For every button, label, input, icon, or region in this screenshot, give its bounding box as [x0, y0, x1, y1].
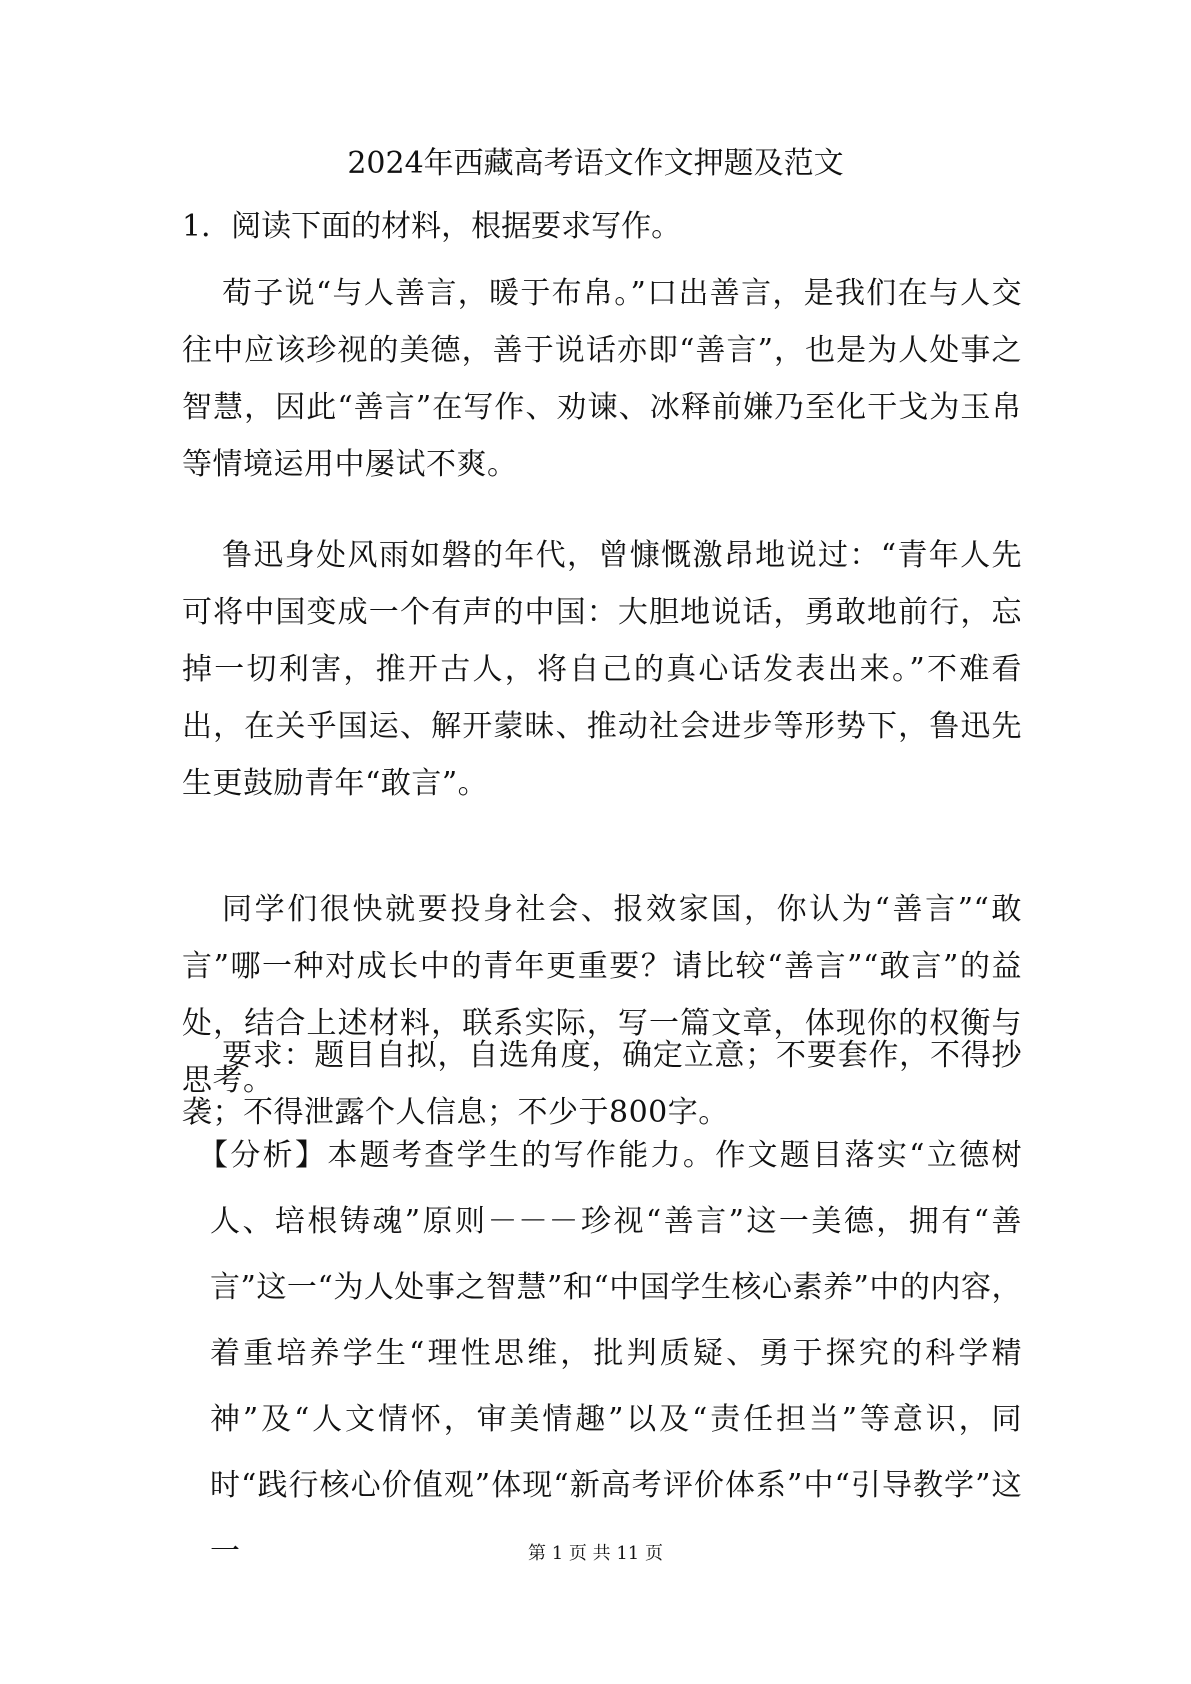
- page-title: 2024年西藏高考语文作文押题及范文: [347, 146, 844, 181]
- page-footer: 第 1 页 共 11 页: [528, 1543, 663, 1564]
- analysis-tag: 【分析】: [198, 1138, 328, 1173]
- material-paragraph-luxun: 鲁迅身处风雨如磐的年代，曾慷慨激昂地说过：“青年人先可将中国变成一个有声的中国：大胆地说话，勇敢地前行，忘掉一切利害，推开古人，将自己的真心话发表出来。”不难看出，在关乎国运、解开蒙昧、推动社会进步等形势下，鲁迅先生更鼓励青年“敢言”。: [182, 538, 1022, 801]
- task-paragraph: 同学们很快就要投身社会、报效家国，你认为“善言”“敢言”哪一种对成长中的青年更重要？请比较“善言”“敢言”的益处，结合上述材料，联系实际，写一篇文章，体现你的权衡与思考。: [182, 892, 1022, 1098]
- analysis-text: 本题考查学生的写作能力。作文题目落实“立德树人、培根铸魂”原则－－－珍视“善言”这一美德，拥有“善言”这一“为人处事之智慧”和“中国学生核心素养”中的内容，着重培养学生“理性思维，批判质疑、勇于探究的科学精神”及“人文情怀，审美情趣”以及“责任担当”等意识，同时“践行核心价值观”体现“新高考评价体系”中“引导教学”这一: [210, 1138, 1023, 1569]
- material-paragraph-xunzi: 荀子说“与人善言，暖于布帛。”口出善言，是我们在与人交往中应该珍视的美德，善于说话亦即“善言”，也是为人处事之智慧，因此“善言”在写作、劝谏、冰释前嫌乃至化干戈为玉帛等情境运用中屡试不爽。: [182, 276, 1022, 482]
- question-heading: 1．阅读下面的材料，根据要求写作。: [182, 209, 682, 244]
- requirements-paragraph: 要求：题目自拟，自选角度，确定立意；不要套作，不得抄袭；不得泄露个人信息；不少于800字。: [182, 1038, 1022, 1130]
- analysis-paragraph: [198, 1123, 1023, 1585]
